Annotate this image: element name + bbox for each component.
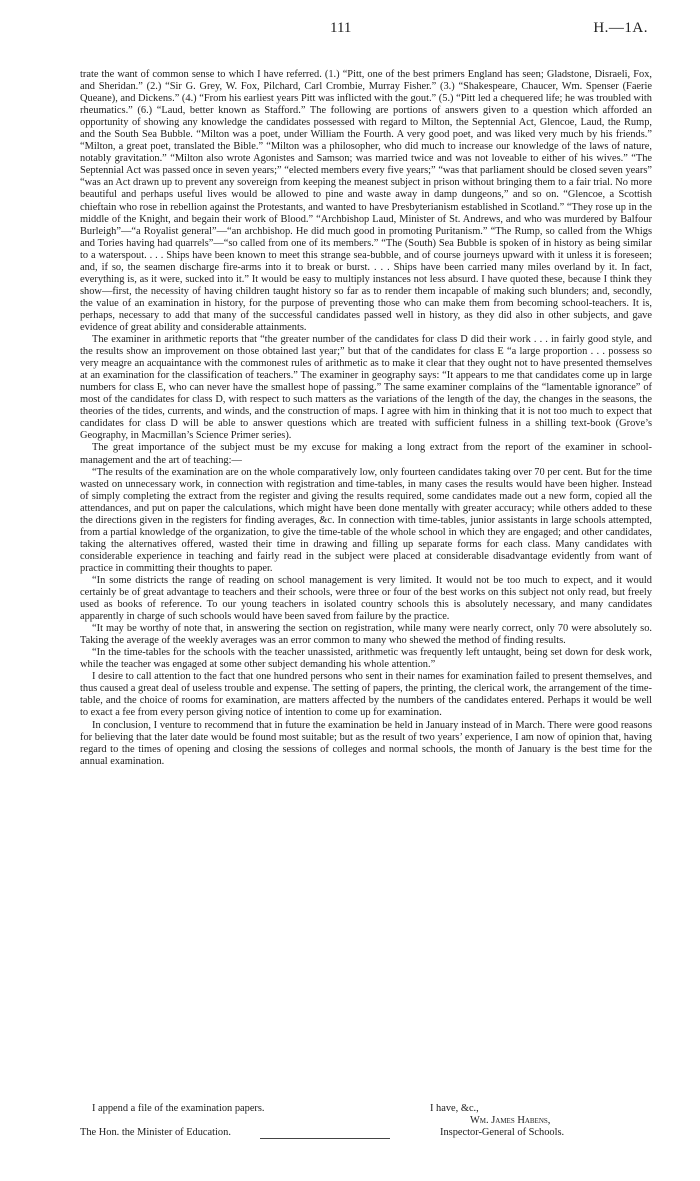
- paragraph-history-answers: trate the want of common sense to which I have referred. (1.) “Pitt, one of the best primers England has seen; Gladstone, Disraeli, Fox, and Sheridan.” (2.) “Sir G. Grey, W. Fox, Pilchard, Carl Crombie, Murray Fisher.” (3.) “Shakespeare, Chaucer, Wm. Spenser (Faerie Queane), and Dickens.” (4.) “From his earliest years Pitt was inflicted with the gout.” (5.) “Pitt led a chequered life; he was troubled with rheumatics.” (6.) “Laud, better known as Stafford.” The following are portions of answers given to a question which afforded an opportunity of showing any knowledge the candidates possessed with regard to Milton, the Septennial Act, Glencoe, Laud, the Rump, and the South Sea Bubble. “Milton was a poet, under William the Fourth. A very good poet, and was liked very much by his friends.” “Milton, a great poet, translated the Bible.” “Milton was a philosopher, who did much to increase our knowledge of the laws of nature, notably gravitation.” “Milton also wrote Agonistes and Samson; was married twice and was not loveable to either of his wives.” “The Septennial Act was passed once in seven years;” “elected members every five years;” “was that parliament should be closed seven years” “was an Act drawn up to prevent any sovereign from keeping the meanest subject in prison without bringing them to a fair trial. No more beautiful and perhaps useful lives would be allowed to pine and waste away in damp dungeons,” and so on. “Glencoe, a Scottish chieftain who rose in rebellion against the Protestants, and wanted to have Presbyterianism established in Scotland.” “They rose up in the middle of the Knight, and begain their work of Blood.” “Archbishop Laud, Minister of St. Andrews, and who was murdered by Balfour Burleigh”—“a Royalist general”—“an archbishop. He did much good in promoting Puritanism.” “The Rump, so called from the Whigs and Tories having had quarrels”—“so called from one of its members.” “The (South) Sea Bubble is spoken of in history as being similar to a waterspout. . . . Ships have been known to meet this strange sea-bubble, and of course journeys upward with it unless it is foreseen; and, if so, the seamen discharge fire-arms into it to break or burst. . . . Ships have been carried many miles overland by it. In fact, everything is, as it were, sucked into it.” It would be easy to multiply instances not less absurd. I have quoted these, because I think they show—first, the necessity of having children taught history so far as to render them incapable of making such blunders; and, secondly, the value of an examination in history, for the purpose of preventing those who can make them from becoming school-teachers. It is, perhaps, necessary to add that many of the successful candidates passed well in history, as they did also in other subjects, and gave evidence of great ability and considerable attainments.: [80, 69, 652, 333]
- quote-registration: “It may be worthy of note that, in answering the section on registration, while many were nearly correct, only 70 were absolutely so. Taking the average of the weekly averages was an error common to many who shewed the method of finding results.: [80, 623, 652, 647]
- addressee: The Hon. the Minister of Education.: [80, 1127, 231, 1138]
- paragraph-arithmetic-geography: The examiner in arithmetic reports that “the greater number of the candidates for class D did their work . . . in fairly good style, and the results show an improvement on those obtained last year;” but that of the candidates for class E “a large proportion . . . possess so very meagre an acquaintance with the commonest rules of arithmetic as to make it clear that they ought not to have presented themselves at an examination for the classification of teachers.” The examiner in geography says: “It appears to me that candidates come up in large numbers for class E, who can never have the smallest hope of passing.” The same examiner complains of the “lamentable ignorance” of most of the candidates for class D, with respect to such matters as the variations of the length of the day, the changes in the seasons, the theories of the tides, currents, and winds, and the construction of maps. I agree with him in thinking that it is not too much to expect that candidates for class D will be able to answer questions which are treated with sufficient fulness in a shilling text-book (Grove’s Geography, in Macmillan’s Science Primer series).: [80, 334, 652, 442]
- quote-results: “The results of the examination are on the whole comparatively low, only fourteen candidates taking over 70 per cent. But for the time wasted on unnecessary work, in connection with registration and time-tables, in many cases the results would have been higher. Instead of simply completing the extract from the register and giving the results required, some candidates made out a new form, copied all the attendances, and put on paper the calculations, which might have been done mentally with greater accuracy; while others added to these the directions given in the registers for finding averages, &c. In connection with time-tables, junior assistants in large schools attempted, from a partial knowledge of the organization, to give the time-table of the whole school in which they are engaged; and other candidates, taking the alternatives offered, wasted their time in drawing and filling up separate forms for each class. Many candidates with considerable experience in teaching and fairly read in the subject were placed at considerable disadvantage evidently from want of practice in committing their thoughts to paper.: [80, 466, 652, 574]
- document-reference: H.—1A.: [593, 20, 648, 36]
- quote-time-tables: “In the time-tables for the schools with the teacher unassisted, arithmetic was frequently left untaught, being set down for desk work, while the teacher was engaged at some other subject demanding his whole attention.”: [80, 647, 652, 671]
- signatory-title: Inspector-General of Schools.: [440, 1127, 565, 1138]
- paragraph-conclusion: In conclusion, I venture to recommend that in future the examination be held in January instead of in March. There were good reasons for believing that the later date would be found most suitable; but as the result of two years’ experience, I am now of opinion that, having regard to the times of opening and closing the sessions of colleges and normal schools, the month of January is the best time for the annual examination.: [80, 719, 652, 767]
- page-number: 111: [330, 20, 352, 36]
- page-header: [0, 20, 700, 40]
- append-note: I append a file of the examination papers.: [92, 1103, 265, 1114]
- addressee-rule: [260, 1138, 390, 1139]
- paragraph-school-management-intro: The great importance of the subject must be my excuse for making a long extract from the report of the examiner in school-management and the art of teaching:—: [80, 442, 652, 466]
- signatory-name: Wm. James Habens,: [470, 1115, 551, 1126]
- report-body: [80, 69, 652, 768]
- valediction: I have, &c.,: [430, 1103, 479, 1114]
- quote-reading: “In some districts the range of reading on school management is very limited. It would not be too much to expect, and it would certainly be of great advantage to teachers and their schools, were three or four of the best works on this subject not only read, but freely used as books of reference. To our young teachers in isolated country schools this is absolutely necessary, and many candidates apparently in charge of such schools would have been saved from failure by the practice.: [80, 574, 652, 623]
- closing-block: [80, 1103, 652, 1163]
- paragraph-absentees: I desire to call attention to the fact that one hundred persons who sent in their names for examination failed to present themselves, and thus caused a great deal of useless trouble and expense. The setting of papers, the printing, the clerical work, the arrangement of the time-table, and the choice of rooms for examination, are matters affected by the numbers of the candidates entered. Perhaps it would be well to exact a fee from every person giving notice of intention to come up for examination.: [80, 671, 652, 719]
